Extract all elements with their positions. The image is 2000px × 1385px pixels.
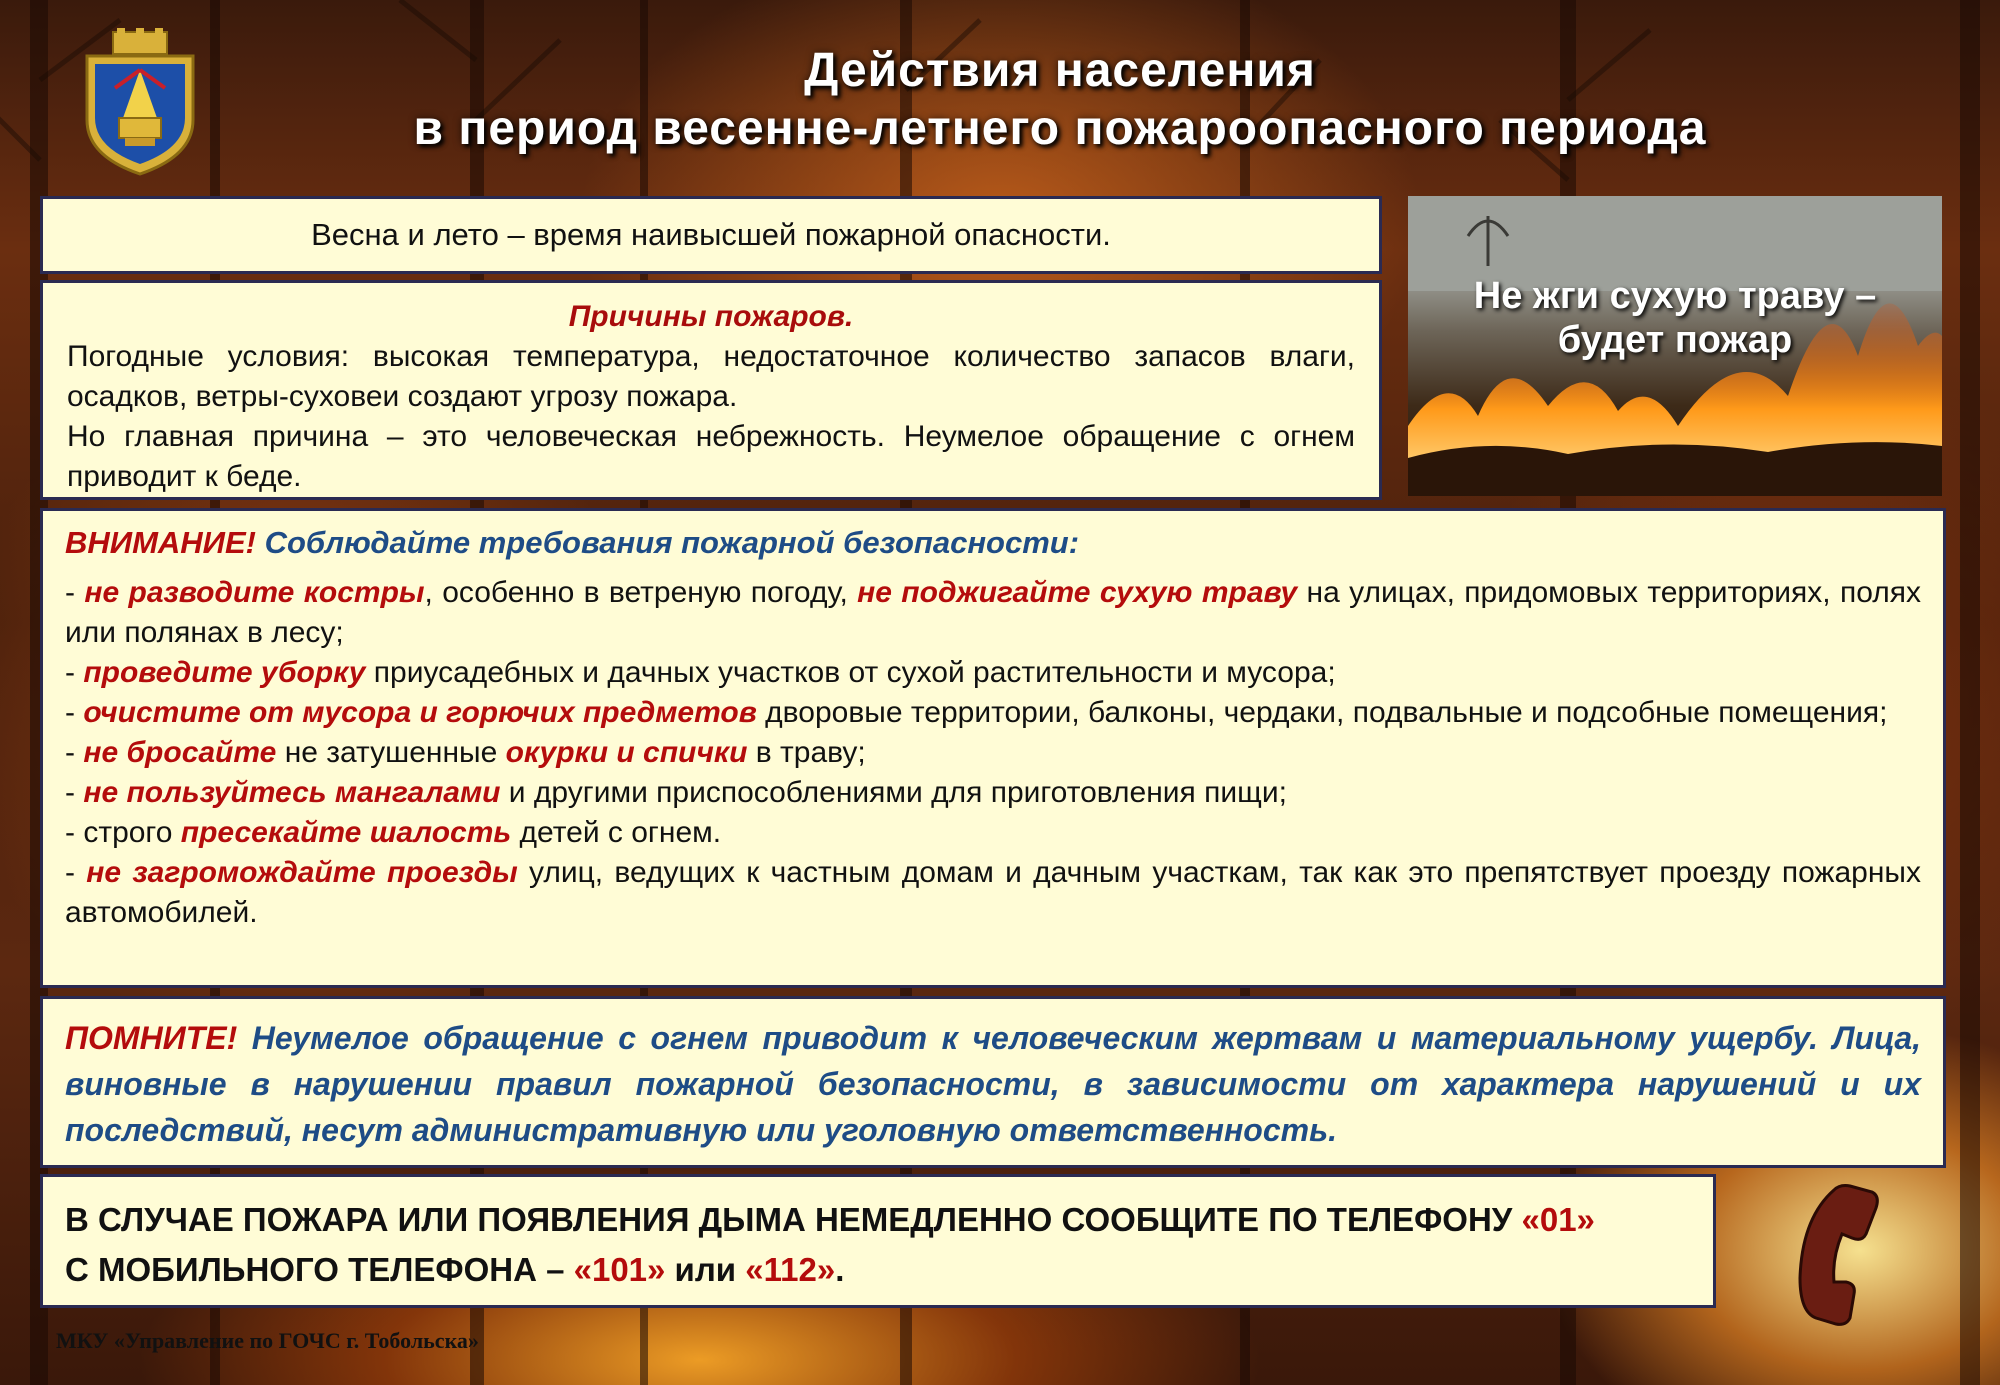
phone-number-01: «01» — [1521, 1201, 1595, 1238]
rule-item-5: - не пользуйтесь мангалами и другими приспособлениями для приготовления пищи; — [65, 776, 1287, 809]
causes-panel — [40, 280, 1382, 500]
page-title — [260, 42, 1860, 158]
rules-heading — [65, 521, 1921, 565]
phone-handset-icon — [1780, 1178, 1890, 1328]
grass-fire-photo — [1408, 196, 1942, 496]
photo-caption-line-2: будет пожар — [1557, 319, 1793, 361]
rule-item-6: - строго пресекайте шалость детей с огнем. — [65, 816, 722, 849]
rule-item-2: - проведите уборку приусадебных и дачных участков от сухой растительности и мусора; — [65, 656, 1336, 689]
phone-number-101: «101» — [573, 1251, 666, 1288]
title-line-1: Действия населения — [804, 44, 1316, 97]
coat-of-arms-icon — [75, 28, 205, 176]
season-banner — [40, 196, 1382, 274]
rule-item-1: - не разводите костры, особенно в ветреную погоду, не поджигайте сухую траву на улицах, придомовых территориях, полях или полянах в лесу; — [65, 576, 1922, 649]
rule-item-3: - очистите от мусора и горючих предметов дворовые территории, балконы, чердаки, подвальные и подсобные помещения; — [65, 696, 1888, 729]
remember-panel — [40, 996, 1946, 1168]
rules-panel — [40, 508, 1946, 988]
footer-organization: МКУ «Управление по ГОЧС г. Тобольска» — [56, 1328, 479, 1353]
season-banner-text: Весна и лето – время наивысшей пожарной опасности. — [311, 217, 1111, 252]
remember-label: ПОМНИТЕ! — [65, 1020, 238, 1056]
rule-item-7: - не загромождайте проезды улиц, ведущих к частным домам и дачным участкам, так как это препятствует проезду пожарных автомобилей. — [65, 856, 1921, 929]
causes-heading: Причины пожаров. — [568, 300, 854, 333]
title-line-2: в период весенне-летнего пожароопасного периода — [413, 102, 1707, 155]
remember-text: Неумелое обращение с огнем приводит к человеческим жертвам и материальному ущербу. Лица, виновные в нарушении правил пожарной безопасности, в зависимости от характера нарушений и их последствий, несут административную или уголовную ответственность. — [65, 1020, 1921, 1148]
warning-text: Соблюдайте требования пожарной безопасности: — [264, 525, 1080, 560]
phone-number-112: «112» — [745, 1251, 836, 1288]
photo-caption-line-1: Не жги сухую траву – — [1473, 275, 1877, 317]
causes-paragraph-1: Погодные условия: высокая температура, недостаточное количество запасов влаги, осадков, ветры-суховеи создают угрозу пожара. — [67, 340, 1355, 413]
emergency-line-1: В СЛУЧАЕ ПОЖАРА ИЛИ ПОЯВЛЕНИЯ ДЫМА НЕМЕДЛЕННО СООБЩИТЕ ПО ТЕЛЕФОНУ «01» — [65, 1201, 1595, 1238]
warning-label: ВНИМАНИЕ! — [65, 525, 256, 560]
causes-paragraph-2: Но главная причина – это человеческая небрежность. Неумелое обращение с огнем приводит к беде. — [67, 420, 1355, 493]
photo-caption — [1408, 274, 1942, 362]
rule-item-4: - не бросайте не затушенные окурки и спички в траву; — [65, 736, 866, 769]
emergency-line-2: С МОБИЛЬНОГО ТЕЛЕФОНА – «101» или «112». — [65, 1251, 845, 1288]
emergency-call-panel — [40, 1174, 1716, 1308]
